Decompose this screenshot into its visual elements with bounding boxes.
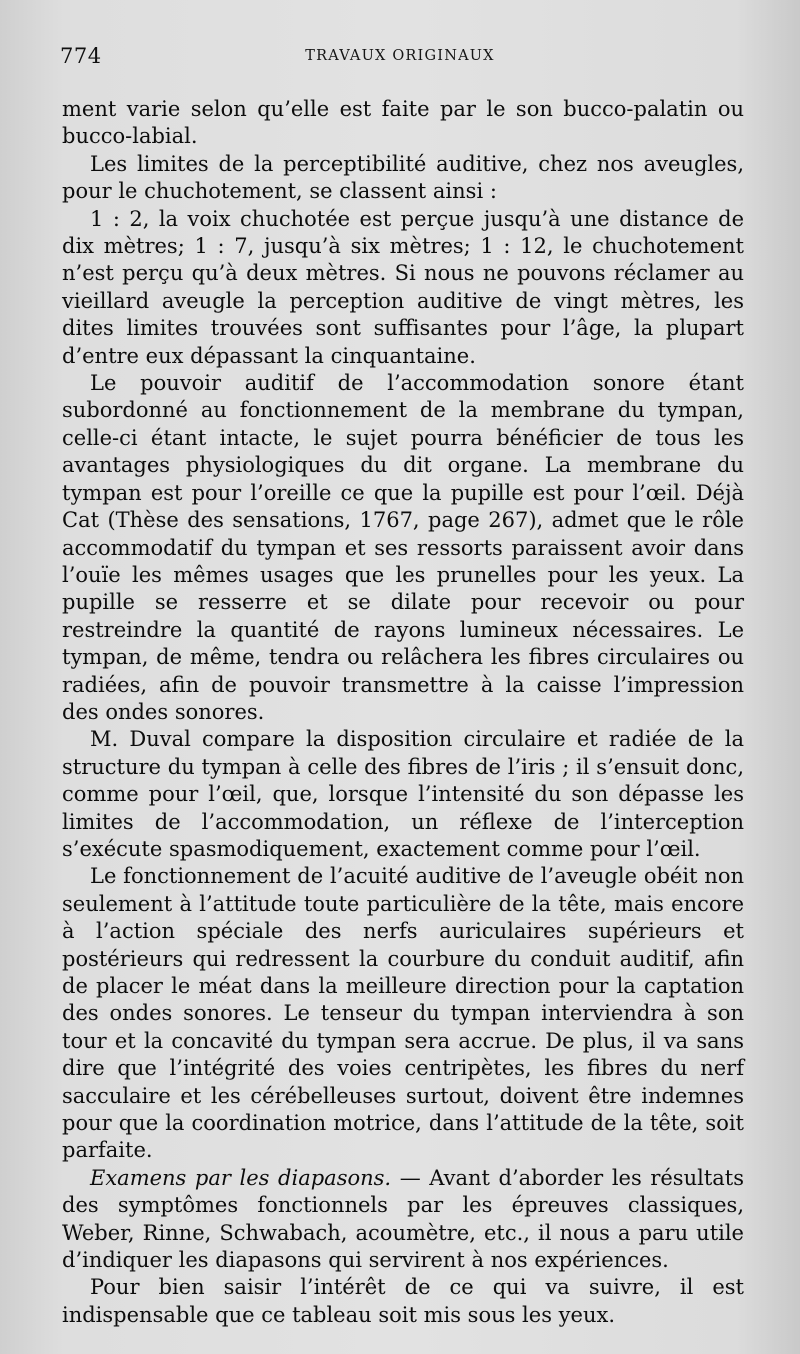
page-number: 774 — [60, 44, 102, 68]
paragraph-limits-intro: Les limites de la perceptibilité auditive, chez nos aveugles, pour le chuchotement, se classent ainsi : — [62, 151, 744, 204]
paragraph-accommodation: Le pouvoir auditif de l’accommodation sonore étant subordonné au fonctionnement de la membrane du tympan, celle-ci étant intacte, le sujet pourra bénéficier de tous les avantages physiologiques du dit organe. La membrane du tympan est pour l’oreille ce que la pupille est pour l’œil. Déjà Cat (Thèse des sensations, 1767, page 267), admet que le rôle accommodatif du tympan et ses ressorts paraissent avoir dans l’ouïe les mêmes usages que les prunelles pour les yeux. La pupille se resserre et se dilate pour recevoir ou pour restreindre la quantité de rayons lumineux nécessaires. Le tympan, de même, tendra ou relâchera les fibres circulaires ou radiées, afin de pouvoir transmettre à la caisse l’impression des ondes sonores. — [62, 371, 744, 724]
running-head: TRAVAUX ORIGINAUX — [305, 48, 495, 64]
page-header — [60, 44, 740, 74]
paragraph-continuation: ment varie selon qu’elle est faite par le son bucco-palatin ou bucco-labial. — [62, 97, 744, 149]
section-title-italic: Examens par les diapasons. — [90, 1165, 392, 1190]
paragraph-tuning-forks-text: — Avant d’aborder les résultats des symptômes fonctionnels par les épreuves classiques, Weber, Rinne, Schwabach, acoumètre, etc., il nous a paru utile d’indiquer les diapasons qui servirent à nos expériences. — [62, 1165, 744, 1273]
paragraph-duval: M. Duval compare la disposition circulaire et radiée de la structure du tympan à celle des fibres de l’iris ; il s’ensuit donc, comme pour l’œil, que, lorsque l’intensité du son dépasse les limites de l’accommodation, un réflexe de l’interception s’exécute spasmodiquement, exactement comme pour l’œil. — [62, 727, 744, 861]
body-text — [62, 96, 744, 1329]
paragraph-acuity: Le fonctionnement de l’acuité auditive de l’aveugle obéit non seulement à l’attitude toute particulière de la tête, mais encore à l’action spéciale des nerfs auriculaires supérieurs et postérieurs qui redressent la courbure du conduit auditif, afin de placer le méat dans la meilleure direction pour la captation des ondes sonores. Le tenseur du tympan interviendra à son tour et la concavité du tympan sera accrue. De plus, il va sans dire que l’intégrité des voies centripètes, les fibres du nerf sacculaire et les cérébelleuses surtout, doivent être indemnes pour que la coordination motrice, dans l’attitude de la tête, soit parfaite. — [62, 864, 744, 1163]
paragraph-whisper-distances: 1 : 2, la voix chuchotée est perçue jusqu’à une distance de dix mètres; 1 : 7, jusqu’à six mètres; 1 : 12, le chuchotement n’est perçu qu’à deux mètres. Si nous ne pouvons réclamer au vieillard aveugle la perception auditive de vingt mètres, les dites limites trouvées sont suffisantes pour l’âge, la plupart d’entre eux dépassant la cinquantaine. — [62, 206, 744, 368]
paragraph-table-intro: Pour bien saisir l’intérêt de ce qui va suivre, il est indispensable que ce tableau soit mis sous les yeux. — [62, 1275, 744, 1327]
paragraph-tuning-forks — [62, 1165, 744, 1275]
